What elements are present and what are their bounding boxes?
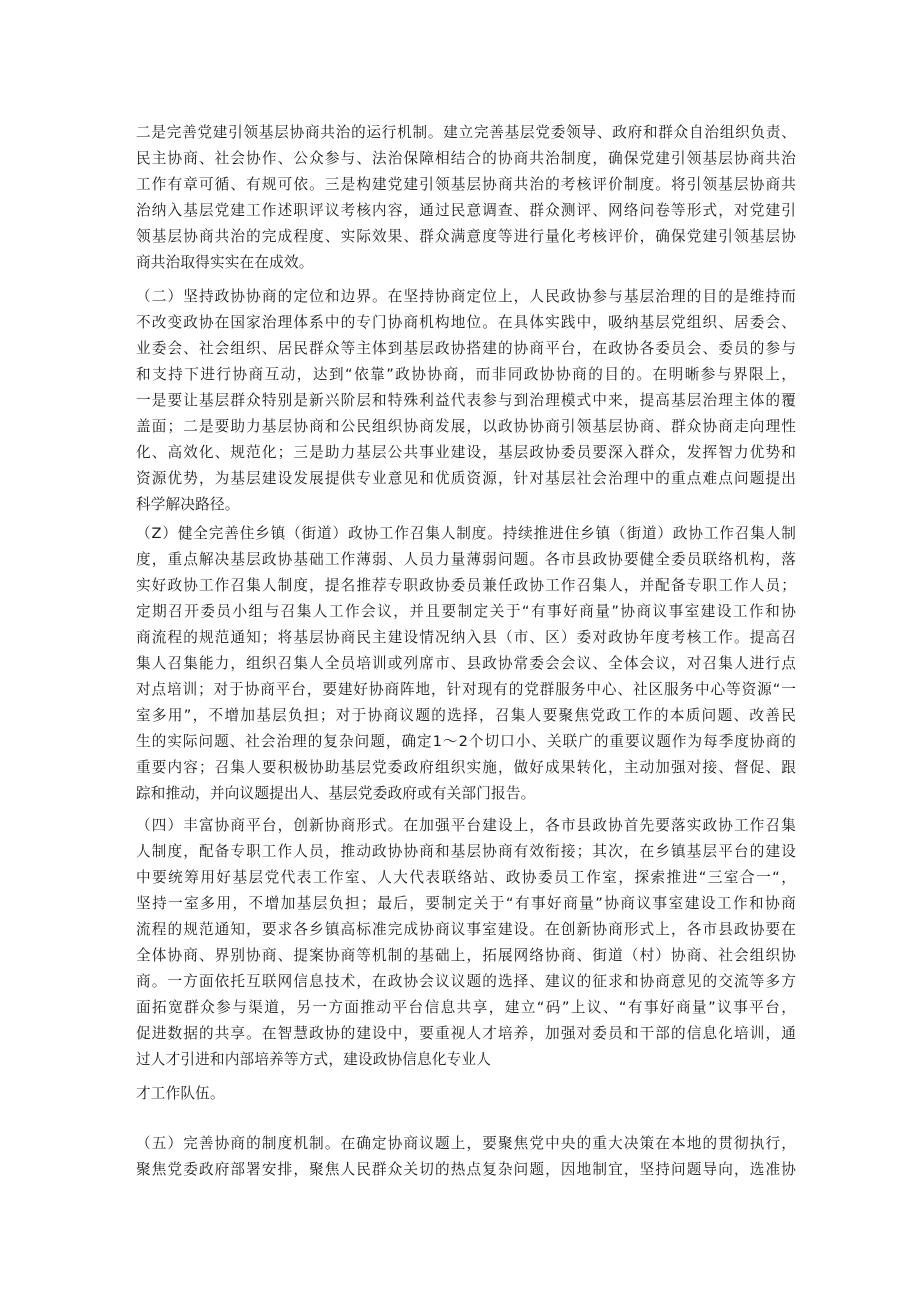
text-line: 业委会、社会组织、居民群众等主体到基层政协搭建的协商平台，在政协各委员会、委员的参与 <box>136 340 796 357</box>
text-line: 全体协商、界别协商、提案协商等机制的基础上，拓展网络协商、街道（村）协商、社会组织协 <box>136 947 796 964</box>
text-line: 中要统筹用好基层党代表工作室、人大代表联络站、政协委员工作室，探索推进“三室合一“， <box>136 869 796 886</box>
text-line: 坚持一室多用，不增加基层负担；最后，要制定关于“有事好商量”协商议事室建设工作和协商 <box>136 895 796 912</box>
text-line: 聚焦党委政府部署安排，聚焦人民群众关切的热点复杂问题，因地制宜，坚持问题导向，选准协 <box>136 1161 796 1178</box>
text-line: 集人召集能力，组织召集人全员培训或列席市、县政协常委会会议、全体会议，对召集人进行点 <box>136 655 796 672</box>
text-line: 才工作队伍。 <box>136 1085 225 1102</box>
text-line: 室多用”，不增加基层负担；对于协商议题的选择，召集人要聚焦党政工作的本质问题、改善民 <box>136 707 796 724</box>
text-line: 度，重点解决基层政协基础工作薄弱、人员力量薄弱问题。各市县政协要健全委员联络机构，落 <box>136 551 796 568</box>
text-line: 二是完善党建引领基层协商共治的运行机制。建立完善基层党委领导、政府和群众自治组织负责、 <box>136 124 796 141</box>
text-line: 促进数据的共享。在智慧政协的建设中，要重视人才培养，加强对委员和干部的信息化培训，通 <box>136 1025 796 1042</box>
text-line: 实好政协工作召集人制度，提名推荐专职政协委员兼任政协工作召集人，并配备专职工作人员； <box>136 577 796 594</box>
text-line: 一是要让基层群众特别是新兴阶层和特殊利益代表参与到治理模式中来，提高基层治理主体的覆 <box>136 392 796 409</box>
text-line: 商流程的规范通知；将基层协商民主建设情况纳入县（市、区）委对政协年度考核工作。提高召 <box>136 629 796 646</box>
text-line: 踪和推动，并向议题提出人、基层党委政府或有关部门报告。 <box>136 785 536 802</box>
text-line: （Z）健全完善住乡镇（街道）政协工作召集人制度。持续推进住乡镇（街道）政协工作召集人制 <box>136 525 796 542</box>
paragraph-3 <box>136 521 796 807</box>
text-line: 领基层协商共治的完成程度、实际效果、群众满意度等进行量化考核评价，确保党建引领基层协 <box>136 228 796 245</box>
text-line: 不改变政协在国家治理体系中的专门协商机构地位。在具体实践中，吸纳基层党组织、居委会、 <box>136 314 796 331</box>
text-line: 生的实际问题、社会治理的复杂问题，确定1〜2个切口小、关联广的重要议题作为每季度协商的 <box>136 733 796 750</box>
text-line: 和支持下进行协商互动，达到“依靠”政协协商，而非同政协协商的目的。在明晰参与界限上， <box>136 366 796 383</box>
paragraph-5 <box>136 1081 796 1107</box>
text-line: 过人才引进和内部培养等方式，建设政协信息化专业人 <box>136 1051 492 1068</box>
text-line: （五）完善协商的制度机制。在确定协商议题上，要聚焦党中央的重大决策在本地的贯彻执行， <box>136 1135 796 1152</box>
text-line: 商共治取得实实在在成效。 <box>136 254 314 271</box>
text-line: 工作有章可循、有规可依。三是构建党建引领基层协商共治的考核评价制度。将引领基层协商共 <box>136 176 796 193</box>
text-line: 商。一方面依托互联网信息技术，在政协会议议题的选择、建议的征求和协商意见的交流等多方 <box>136 973 796 990</box>
text-line: 对点培训；对于协商平台，要建好协商阵地，针对现有的党群服务中心、社区服务中心等资源“一 <box>136 681 796 698</box>
text-line: 盖面；二是要助力基层协商和公民组织协商发展，以政协协商引领基层协商、群众协商走向理性 <box>136 418 796 435</box>
text-line: 流程的规范通知，要求各乡镇高标准完成协商议事室建设。在创新协商形式上，各市县政协要在 <box>136 921 796 938</box>
text-line: 人制度，配备专职工作人员，推动政协协商和基层协商有效衔接；其次，在乡镇基层平台的建设 <box>136 843 796 860</box>
text-line: 化、高效化、规范化；三是助力基层公共事业建设，基层政协委员要深入群众，发挥智力优势和 <box>136 444 796 461</box>
text-line: （四）丰富协商平台，创新协商形式。在加强平台建设上，各市县政协首先要落实政协工作召集 <box>136 817 796 834</box>
paragraph-6 <box>136 1131 796 1183</box>
paragraph-2 <box>136 284 796 518</box>
text-line: 资源优势，为基层建设发展提供专业意见和优质资源，针对基层社会治理中的重点难点问题提出 <box>136 470 796 487</box>
paragraph-1 <box>136 120 796 276</box>
paragraph-4 <box>136 813 796 1073</box>
text-line: 定期召开委员小组与召集人工作会议，并且要制定关于“有事好商量”协商议事室建设工作和协 <box>136 603 796 620</box>
text-line: 面拓宽群众参与渠道，另一方面推动平台信息共享，建立“码”上议、“有事好商量”议事平台， <box>136 999 796 1016</box>
text-line: （二）坚持政协协商的定位和边界。在坚持协商定位上，人民政协参与基层治理的目的是维持而 <box>136 288 796 305</box>
text-line: 民主协商、社会协作、公众参与、法治保障相结合的协商共治制度，确保党建引领基层协商共治 <box>136 150 796 167</box>
text-line: 治纳入基层党建工作述职评议考核内容，通过民意调查、群众测评、网络问卷等形式，对党建引 <box>136 202 796 219</box>
text-line: 重要内容；召集人要积极协助基层党委政府组织实施，做好成果转化，主动加强对接、督促、跟 <box>136 759 796 776</box>
text-line: 科学解决路径。 <box>136 496 240 513</box>
